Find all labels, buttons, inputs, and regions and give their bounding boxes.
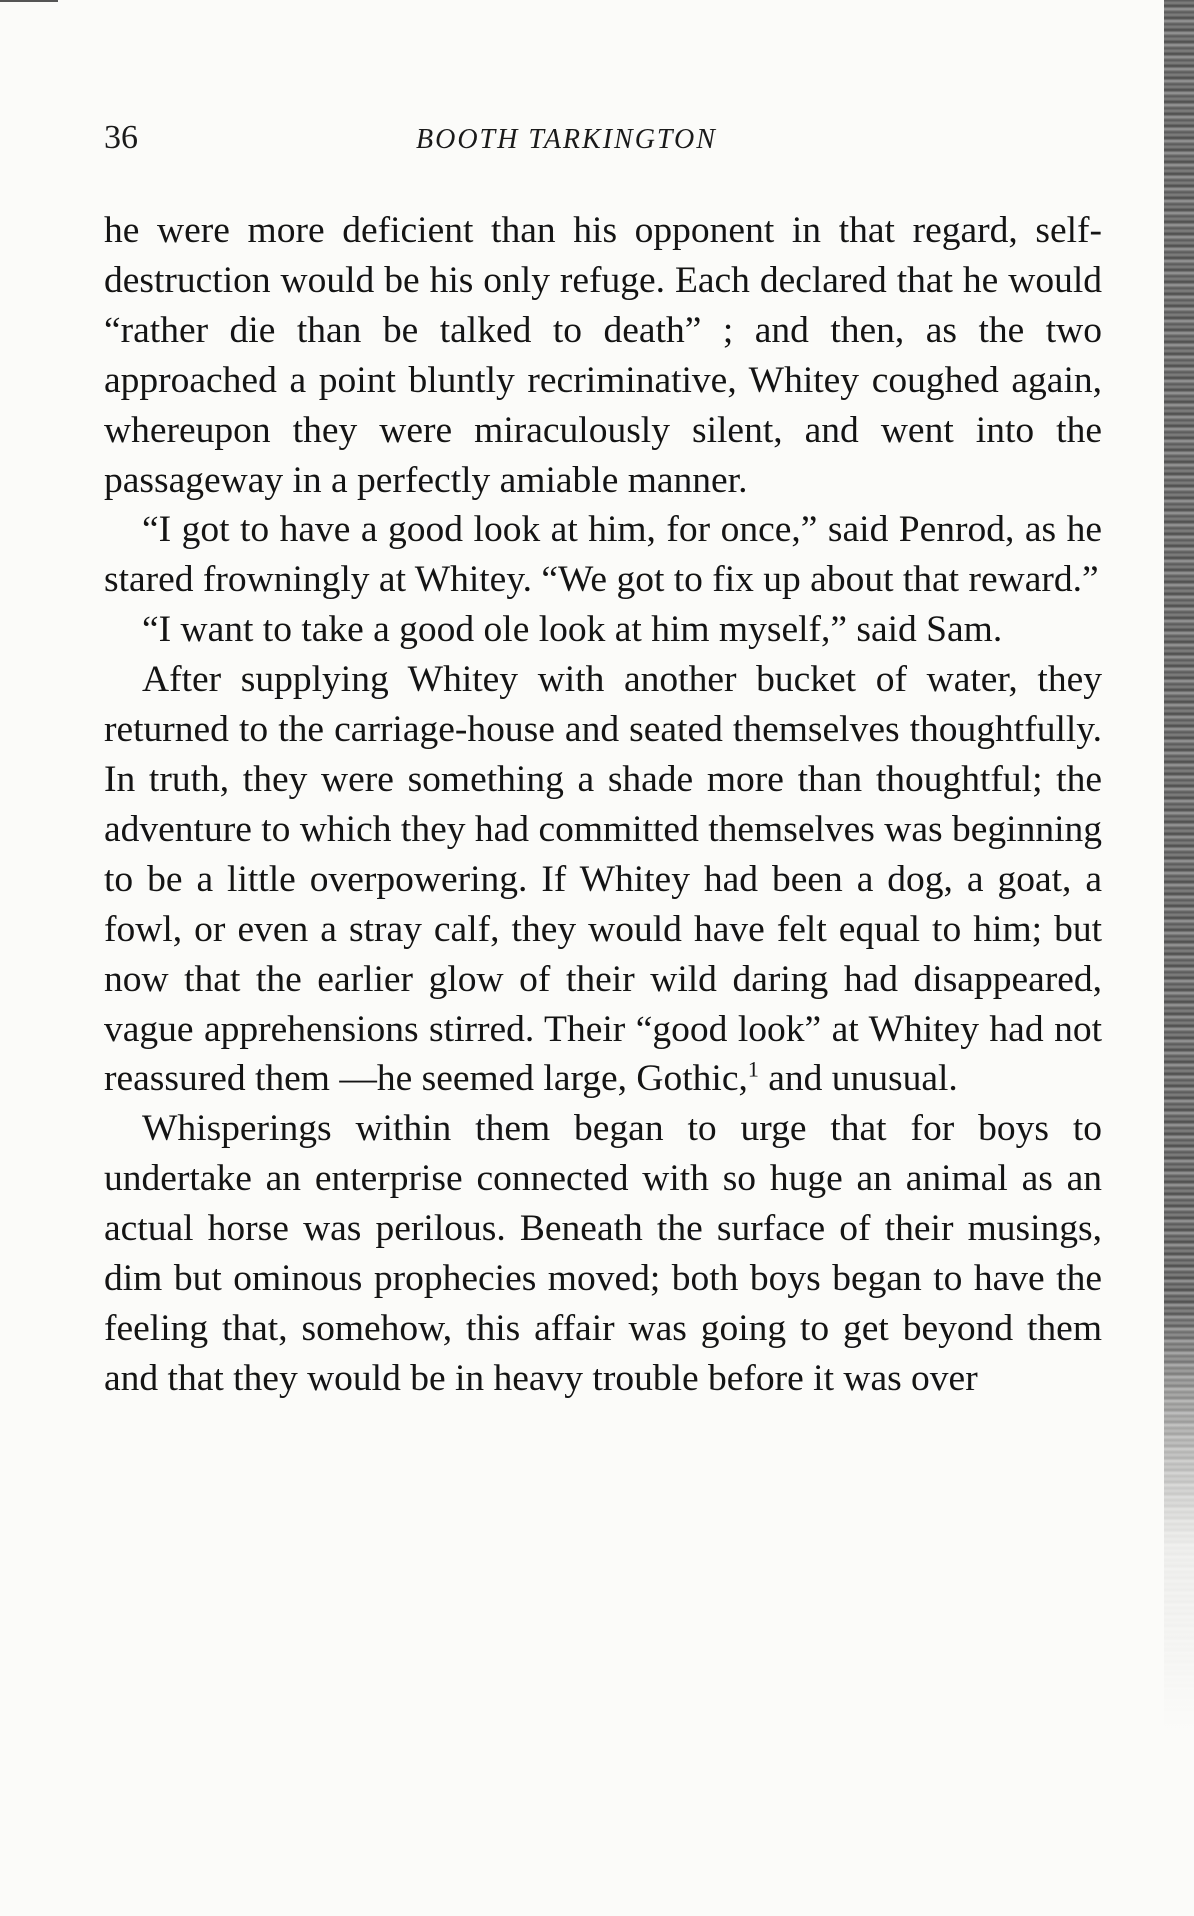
footnote-marker: 1 bbox=[747, 1056, 759, 1082]
scan-mark bbox=[0, 0, 58, 2]
running-head: BOOTH TARKINGTON bbox=[416, 124, 717, 155]
paragraph-text: After supplying Whitey with another bucket of water, they returned to the carriage-house and seated themselves thoughtfully. In truth, they were something a shade more than thoughtful; the adventure to which they had committed themselves was beginning to be a little overpowering. If Whitey had been a dog, a goat, a fowl, or even a stray calf, they would have felt equal to him; but now that the earlier glow of their wild daring had disappeared, vague apprehensions stirred. Their “good look” at Whitey had not reassured them —he seemed large, Gothic, bbox=[104, 659, 1102, 1100]
body-text bbox=[104, 206, 1102, 1404]
paragraph bbox=[104, 655, 1102, 1104]
paragraph bbox=[104, 605, 1102, 655]
paragraph-text: “I got to have a good look at him, for once,” said Penrod, as he stared frowningly at Whitey. “We got to fix up about that reward.” bbox=[104, 509, 1102, 601]
page-number: 36 bbox=[104, 119, 138, 156]
page-edge-fade bbox=[1164, 1300, 1194, 1916]
paragraph bbox=[104, 505, 1102, 605]
paragraph bbox=[104, 206, 1102, 505]
paragraph-text-continued: and unusual. bbox=[758, 1058, 958, 1100]
paragraph bbox=[104, 1104, 1102, 1403]
paragraph-text: “I want to take a good ole look at him myself,” said Sam. bbox=[142, 609, 1003, 651]
paragraph-text: Whisperings within them began to urge that for boys to undertake an enterprise connected with so huge an animal as an actual horse was perilous. Beneath the surface of their musings, dim but ominous prophecies moved; both boys began to have the feeling that, somehow, this affair was going to get beyond them and that they would be in heavy trouble before it was over bbox=[104, 1108, 1102, 1399]
page-header bbox=[104, 118, 1104, 168]
paragraph-text: he were more deficient than his opponent in that regard, self-destruction would be his only refuge. Each declared that he would “rather die than be talked to death” ; and then, as the two approached a point bluntly recriminative, Whitey coughed again, whereupon they were miraculously silent, and went into the passageway in a perfectly amiable manner. bbox=[104, 210, 1102, 501]
